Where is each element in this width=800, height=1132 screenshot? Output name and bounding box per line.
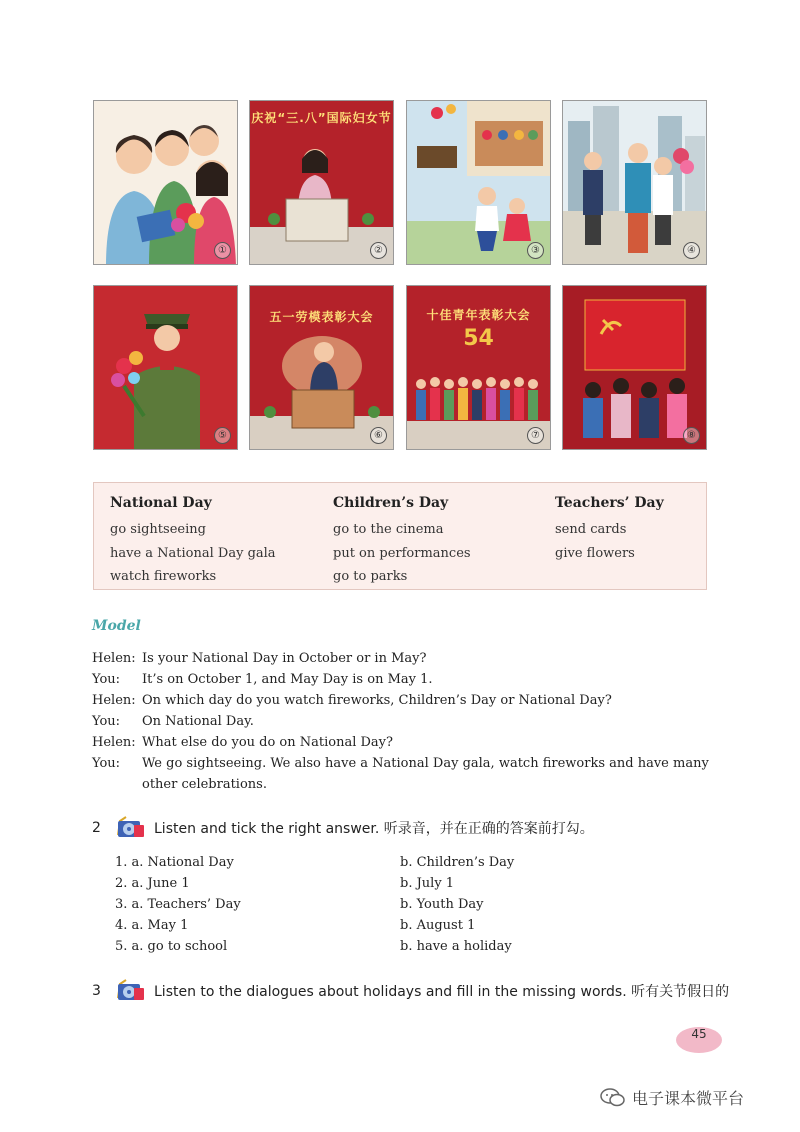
womens-day-banner: 庆祝“三.八”国际妇女节	[251, 111, 392, 125]
answer-row	[115, 894, 535, 915]
watermark-text: 电子课本微平台	[632, 1089, 745, 1108]
option-b[interactable]: b. Youth Day	[400, 897, 484, 912]
picture-3-childrens-day	[406, 100, 551, 265]
picture-8-party-oath	[562, 285, 707, 450]
answer-row	[115, 936, 535, 957]
dialogue-line	[92, 732, 722, 753]
task-number: 3	[92, 983, 101, 999]
dialogue-line	[92, 711, 722, 732]
picture-number: ②	[370, 242, 387, 259]
picture-6-labour-day-speech	[249, 285, 394, 450]
picture-number: ⑥	[370, 427, 387, 444]
option-a[interactable]: 5. a. go to school	[115, 939, 228, 954]
model-label: Model	[92, 618, 141, 634]
holiday-name: Teachers’ Day	[555, 495, 664, 511]
utterance: It’s on October 1, and May Day is on May 1.	[142, 672, 433, 687]
picture-number: ⑧	[683, 427, 700, 444]
speaker: You:	[92, 714, 121, 729]
picture-1-family-celebration	[93, 100, 238, 265]
task-2-heading	[92, 815, 594, 841]
model-dialogue	[92, 648, 722, 795]
option-a[interactable]: 2. a. June 1	[115, 876, 190, 891]
option-a[interactable]: 3. a. Teachers’ Day	[115, 897, 241, 912]
option-b[interactable]: b. August 1	[400, 918, 476, 933]
picture-number: ③	[527, 242, 544, 259]
answer-row	[115, 852, 535, 873]
option-a[interactable]: 4. a. May 1	[115, 918, 189, 933]
page-number: 45	[676, 1027, 722, 1053]
activity-item: put on performances	[333, 545, 471, 561]
picture-number: ⑤	[214, 427, 231, 444]
picture-2-womens-day-speech	[249, 100, 394, 265]
activity-item: watch fireworks	[110, 569, 217, 584]
speaker: Helen:	[92, 651, 136, 666]
activity-item: send cards	[555, 522, 627, 537]
option-b[interactable]: b. July 1	[400, 876, 455, 891]
activity-item: go to the cinema	[333, 522, 444, 537]
picture-number: ④	[683, 242, 700, 259]
utterance: On which day do you watch fireworks, Children’s Day or National Day?	[142, 693, 612, 708]
speaker: Helen:	[92, 735, 136, 750]
picture-number: ⑦	[527, 427, 544, 444]
holiday-name: National Day	[110, 495, 212, 511]
answer-row	[115, 873, 535, 894]
activity-item: have a National Day gala	[110, 545, 276, 561]
holiday-activities-box	[93, 482, 707, 590]
dialogue-line	[92, 753, 722, 795]
picture-4-city-shopping	[562, 100, 707, 265]
labour-day-banner: 五一劳模表彰大会	[269, 310, 374, 324]
speaker: You:	[92, 672, 121, 687]
holiday-column-national-day	[110, 495, 276, 589]
utterance: Is your National Day in October or in May?	[142, 651, 427, 666]
activity-item: go to parks	[333, 569, 408, 584]
option-a[interactable]: 1. a. National Day	[115, 855, 234, 870]
task-instruction: Listen to the dialogues about holidays and fill in the missing words. 听有关节假日的	[154, 984, 730, 1000]
task-number: 2	[92, 820, 101, 836]
utterance: What else do you do on National Day?	[142, 735, 393, 750]
holiday-column-childrens-day	[333, 495, 471, 589]
holiday-column-teachers-day	[555, 495, 664, 565]
wechat-icon	[600, 1087, 626, 1109]
picture-5-army-day-soldier	[93, 285, 238, 450]
task-2-answer-list	[115, 852, 535, 957]
listening-cd-icon[interactable]	[114, 815, 148, 841]
option-b[interactable]: b. Children’s Day	[400, 855, 515, 870]
option-b[interactable]: b. have a holiday	[400, 939, 512, 954]
activity-item: go sightseeing	[110, 522, 206, 537]
listening-cd-icon[interactable]	[114, 978, 148, 1004]
task-instruction: Listen and tick the right answer. 听录音，并在正确的答案前打勾。	[154, 821, 594, 837]
answer-row	[115, 915, 535, 936]
dialogue-line	[92, 669, 722, 690]
dialogue-line	[92, 648, 722, 669]
speaker: Helen:	[92, 693, 136, 708]
holiday-name: Children’s Day	[333, 495, 449, 511]
youth-day-banner: 十佳青年表彰大会	[426, 308, 531, 322]
dialogue-line	[92, 690, 722, 711]
youth-day-number: 54	[463, 326, 494, 351]
watermark	[600, 1086, 744, 1109]
picture-7-youth-day-award	[406, 285, 551, 450]
picture-number: ①	[214, 242, 231, 259]
task-3-heading	[92, 978, 729, 1004]
utterance: On National Day.	[142, 714, 254, 729]
activity-item: give flowers	[555, 545, 635, 561]
utterance: We go sightseeing. We also have a National Day gala, watch fireworks and have many other celebrations.	[142, 756, 709, 792]
speaker: You:	[92, 756, 121, 771]
